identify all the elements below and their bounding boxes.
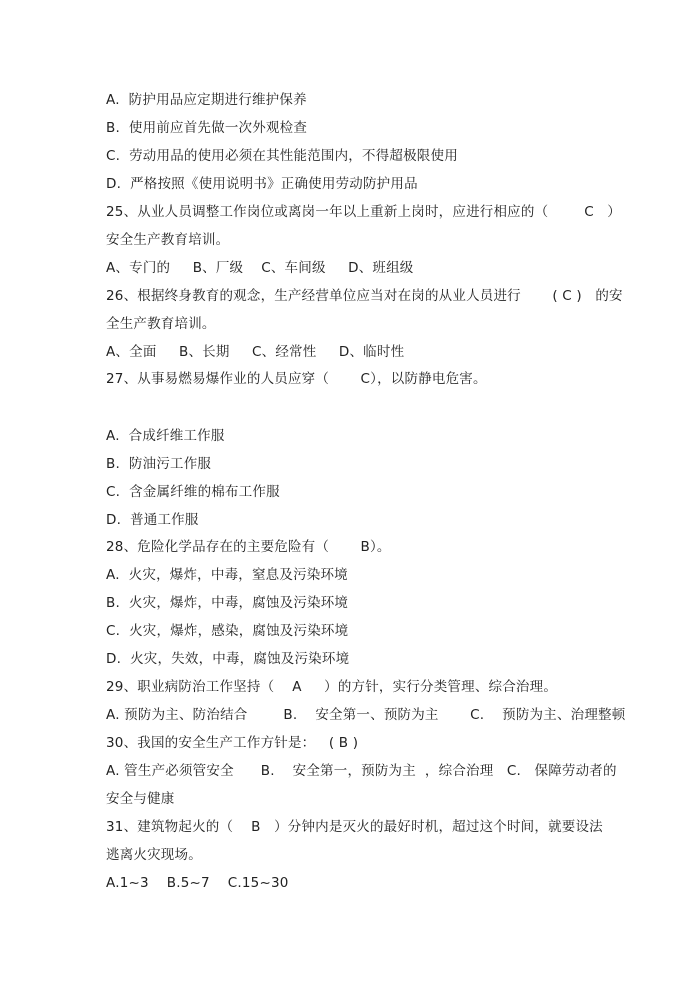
- q27-option-b: B. 防油污工作服: [106, 456, 212, 472]
- q27-option-d: D. 普通工作服: [106, 512, 199, 528]
- q26-question: 26、根据终身教育的观念，生产经营单位应当对在岗的从业人员进行 ( C ) 的安: [106, 288, 623, 304]
- q29-question: 29、职业病防治工作坚持（ A ）的方针，实行分类管理、综合治理。: [106, 679, 558, 695]
- q29-options: A. 预防为主、防治结合 B. 安全第一、预防为主 C. 预防为主、治理整顿: [106, 707, 626, 723]
- q31-options: A.1~3 B.5~7 C.15~30: [106, 875, 289, 891]
- q28-option-c: C. 火灾，爆炸，感染，腐蚀及污染环境: [106, 623, 349, 639]
- q30-options: A. 管生产必须管安全 B. 安全第一，预防为主 ，综合治理 C. 保障劳动者的: [106, 763, 617, 779]
- q27-question: 27、从事易燃易爆作业的人员应穿（ C），以防静电危害。: [106, 371, 487, 387]
- q28-option-a: A. 火灾，爆炸，中毒，窒息及污染环境: [106, 567, 348, 583]
- q27-option-a: A. 合成纤维工作服: [106, 428, 225, 444]
- q28-question: 28、危险化学品存在的主要危险有（ B）。: [106, 539, 391, 555]
- q26-options: A、全面 B、长期 C、经常性 D、临时性: [106, 344, 405, 360]
- q28-option-b: B. 火灾，爆炸，中毒，腐蚀及污染环境: [106, 595, 349, 611]
- q24-option-c: C. 劳动用品的使用必须在其性能范围内，不得超极限使用: [106, 148, 458, 164]
- q25-options: A、专门的 B、厂级 C、车间级 D、班组级: [106, 260, 414, 276]
- q28-option-d: D. 火灾，失效，中毒，腐蚀及污染环境: [106, 651, 350, 667]
- q24-option-d: D. 严格按照《使用说明书》正确使用劳动防护用品: [106, 176, 418, 192]
- q25-question: 25、从业人员调整工作岗位或离岗一年以上重新上岗时，应进行相应的（ C ）: [106, 204, 622, 220]
- q24-option-a: A. 防护用品应定期进行维护保养: [106, 92, 307, 108]
- q31-question: 31、建筑物起火的（ B ）分钟内是灭火的最好时机，超过这个时间，就要设法: [106, 819, 603, 835]
- q26-question-cont: 全生产教育培训。: [106, 316, 216, 332]
- q27-option-c: C. 含金属纤维的棉布工作服: [106, 484, 280, 500]
- q25-question-cont: 安全生产教育培训。: [106, 232, 230, 248]
- q30-question: 30、我国的安全生产工作方针是： ( B ): [106, 735, 359, 751]
- q24-option-b: B. 使用前应首先做一次外观检查: [106, 120, 308, 136]
- q31-question-cont: 逃离火灾现场。: [106, 847, 202, 863]
- q30-options-cont: 安全与健康: [106, 791, 175, 807]
